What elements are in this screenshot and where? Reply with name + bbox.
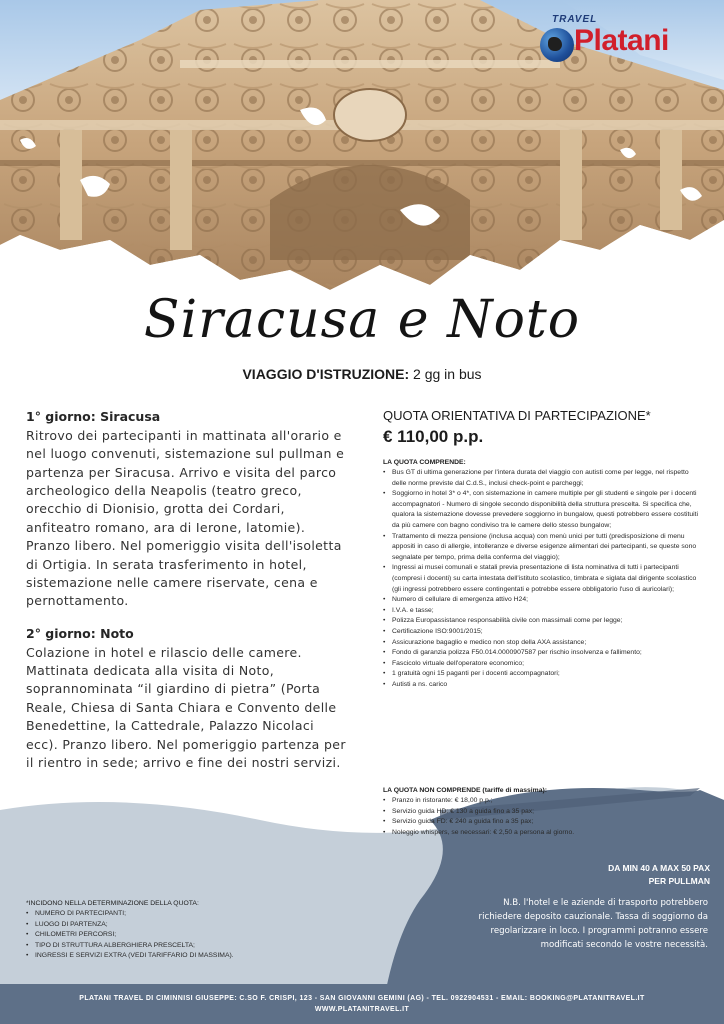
footer	[0, 993, 724, 1015]
list-item: • TIPO DI STRUTTURA ALBERGHIERA PRESCELTA;	[26, 941, 356, 952]
day-2-text: Colazione in hotel e rilascio delle camere. Mattinata dedicata alla visita di Noto, soprannominata “il giardino di pietra” (Porta Reale, Chiesa di Santa Chiara e Convento delle Benedettine, la Cattedrale, Palazzo Nicolaci ecc). Pranzo libero. Nel pomeriggio partenza per il rientro in sede; arrivo e fine dei nostri servizi.	[26, 644, 346, 770]
pax-line-2: PER PULLMAN	[648, 876, 710, 886]
excludes-list	[383, 796, 703, 838]
list-item: • Soggiorno in hotel 3* o 4*, con sistemazione in camere multiple per gli studenti e singole per i docenti accompagnatori - Numero di singole secondo disponibilità della struttura prescelta. Si specifica che, qualora la sistemazione dovesse prevedere soggiorno in bungalow, questi potrebbero essere costituiti da più camere con bagno condiviso tra le camere dello stesso bungalow;	[383, 489, 703, 531]
list-item: • Ingressi ai musei comunali e statali previa presentazione di lista nominativa di tutti i partecipanti (compresi i docenti) su carta intestata dell'istituto scolastico, timbrata e siglata dal dirigente scolastico (gli ingressi potrebbero essere contingentati e potrebbe essere obbligatorio l'uso di auricolari);	[383, 563, 703, 595]
list-item: • INGRESSI E SERVIZI EXTRA (VEDI TARIFFARIO DI MASSIMA).	[26, 951, 356, 962]
list-item: • Servizio guida FD: € 240 a guida fino a 35 pax;	[383, 817, 703, 828]
footer-contact: PLATANI TRAVEL DI CIMINNISI GIUSEPPE: C.SO F. CRISPI, 123 - SAN GIOVANNI GEMINI (AG) - TEL. 0922904531 - EMAIL: BOOKING@PLATANITRAVEL.IT	[79, 995, 645, 1002]
list-item: • LUOGO DI PARTENZA;	[26, 920, 356, 931]
list-item: • Fascicolo virtuale dell'operatore economico;	[383, 659, 703, 670]
excludes-section	[383, 787, 703, 838]
logo-brand-text: Platani	[574, 24, 669, 57]
subtitle-bold: VIAGGIO D'ISTRUZIONE:	[242, 366, 410, 382]
page-title: Siracusa e Noto	[143, 290, 581, 350]
logo-travel-text: TRAVEL	[552, 14, 598, 25]
list-item: • CHILOMETRI PERCORSI;	[26, 930, 356, 941]
factors-heading: *INCIDONO NELLA DETERMINAZIONE DELLA QUOTA:	[26, 900, 199, 907]
subtitle-rest: 2 gg in bus	[413, 366, 482, 382]
list-item: • 1 gratuità ogni 15 paganti per i docenti accompagnatori;	[383, 669, 703, 680]
globe-icon	[540, 28, 574, 62]
list-item: • Trattamento di mezza pensione (inclusa acqua) con menù unici per tutti (predisposizione di menu appositi in caso di allergie, intolleranze e diverse esigenze alimentari dei partecipanti, se queste sono segnalate per tempo, prima della conferma del viaggio);	[383, 532, 703, 564]
footer-website-link[interactable]: WWW.PLATANITRAVEL.IT	[314, 1006, 410, 1013]
list-item: • Assicurazione bagaglio e medico non stop della AXA assistance;	[383, 638, 703, 649]
pax-line-1: DA MIN 40 A MAX 50 PAX	[608, 863, 710, 873]
list-item: • Fondo di garanzia polizza F50.014.0000907587 per rischio insolvenza e fallimento;	[383, 648, 703, 659]
list-item: • Numero di cellulare di emergenza attivo H24;	[383, 595, 703, 606]
list-item: • Servizio guida HD: € 130 a guida fino a 35 pax;	[383, 807, 703, 818]
nota-bene: N.B. l'hotel e le aziende di trasporto potrebbero richiedere deposito cauzionale. Tassa di soggiorno da regolarizzare in loco. I programmi potranno essere modificati secondo le vostre necessità.	[478, 898, 708, 950]
itinerary	[26, 408, 350, 786]
factors-list	[26, 909, 356, 962]
pax-info	[560, 862, 710, 888]
day-2-heading: 2° giorno: Noto	[26, 625, 134, 641]
day-1-heading: 1° giorno: Siracusa	[26, 409, 161, 424]
list-item: • I.V.A. e tasse;	[383, 606, 703, 617]
list-item: • Polizza Europassistance responsabilità civile con massimali come per legge;	[383, 616, 703, 627]
list-item: • Noleggio whispers, se necessari: € 2,50 a persona al giorno.	[383, 828, 703, 839]
price: € 110,00 p.p.	[383, 427, 484, 446]
list-item: • Bus GT di ultima generazione per l'intera durata del viaggio con autisti come per legge, nel rispetto delle norme previste dal C.d.S., inclusi check-point e parcheggi;	[383, 468, 703, 489]
pricing-factors	[26, 900, 356, 962]
quota-heading: QUOTA ORIENTATIVA DI PARTECIPAZIONE*	[383, 408, 651, 423]
day-1-text: Ritrovo dei partecipanti in mattinata all'orario e nel luogo convenuti, sistemazione sul pullman e partenza per Siracusa. Arrivo e visita del parco archeologico della Neapolis (teatro greco, orecchio di Dionisio, grotta dei Cordari, anfiteatro romano, ara di Ierone, latomie). Pranzo libero. Nel pomeriggio visita dell'isoletta di Ortigia. In serata trasferimento in hotel, sistemazione nelle camere riservate, cena e pernottamento.	[26, 427, 345, 609]
excludes-heading: LA QUOTA NON COMPRENDE (tariffe di massima):	[383, 787, 548, 794]
includes-list	[383, 468, 703, 690]
trip-subtitle	[0, 366, 724, 382]
list-item: • Certificazione ISO:9001/2015;	[383, 627, 703, 638]
list-item: • NUMERO DI PARTECIPANTI;	[26, 909, 356, 920]
quota-section	[383, 408, 703, 690]
includes-heading: LA QUOTA COMPRENDE:	[383, 459, 466, 466]
platani-travel-logo	[536, 14, 706, 74]
list-item: • Autisti a ns. carico	[383, 680, 703, 691]
list-item: • Pranzo in ristorante: € 18,00 p.p.;	[383, 796, 703, 807]
